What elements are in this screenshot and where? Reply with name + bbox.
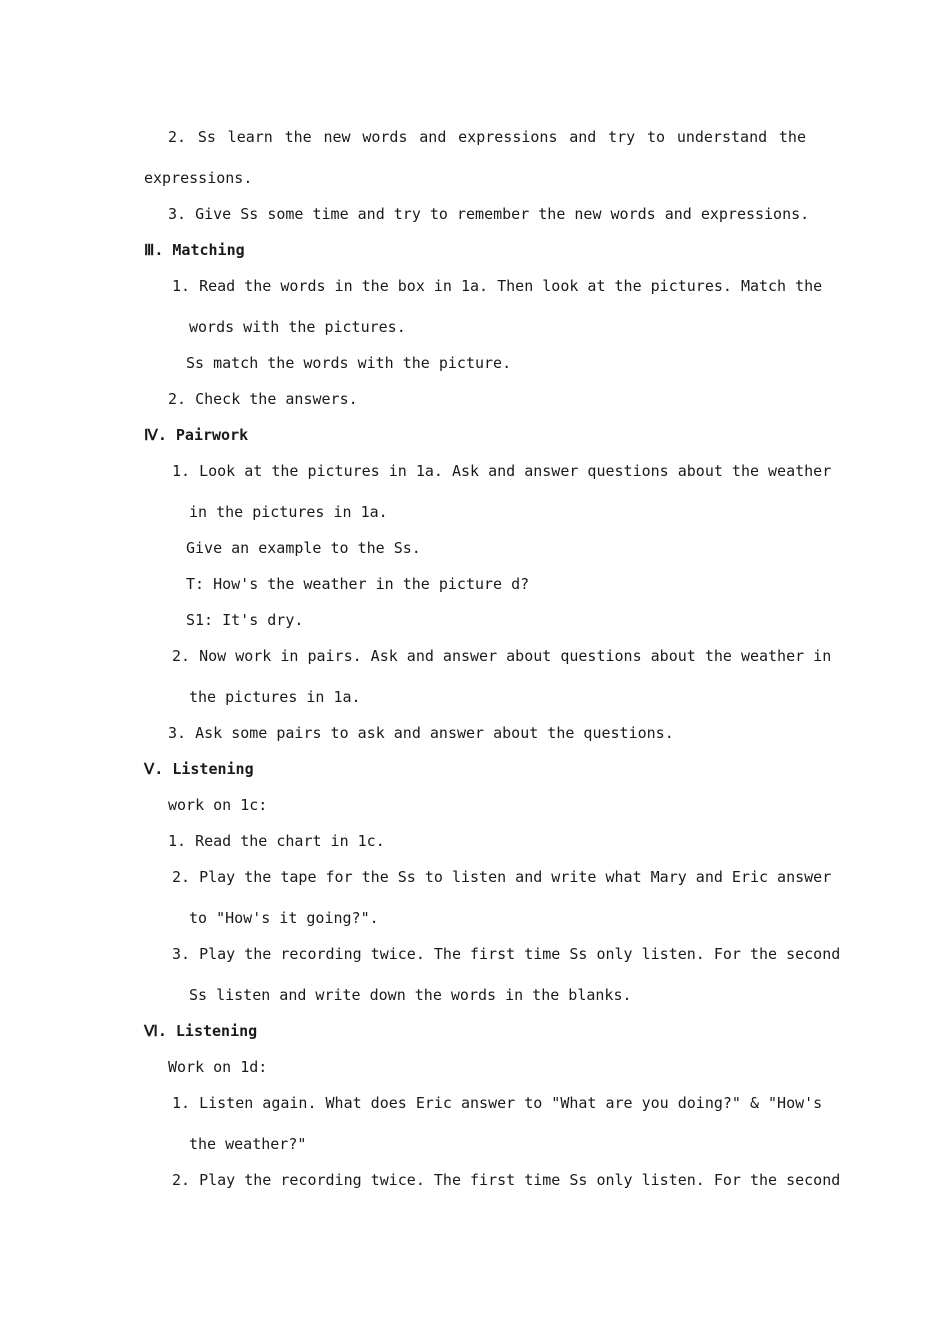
list-item: 2. Play the recording twice. The first time Ss only listen. For the second <box>172 1171 841 1189</box>
list-item-continuation: expressions. <box>144 169 253 187</box>
section-intro: Work on 1d: <box>168 1058 268 1076</box>
section-heading: Ⅴ. Listening <box>144 760 254 778</box>
list-item: 3. Give Ss some time and try to remember the new words and expressions. <box>168 205 810 223</box>
list-item-continuation: to "How's it going?". <box>189 909 379 927</box>
list-item-continuation: Ss listen and write down the words in the blanks. <box>189 986 632 1004</box>
dialog-line: S1: It's dry. <box>186 611 304 629</box>
example-intro: Give an example to the Ss. <box>186 539 421 557</box>
list-item: 2. Ss learn the new words and expressions and try to understand the <box>168 128 806 146</box>
section-intro: work on 1c: <box>168 796 268 814</box>
section-heading: Ⅵ. Listening <box>144 1022 258 1040</box>
list-item-continuation: words with the pictures. <box>189 318 406 336</box>
list-item: 2. Now work in pairs. Ask and answer about questions about the weather in <box>172 647 832 665</box>
list-item-continuation: the weather?" <box>189 1135 307 1153</box>
list-item: 1. Look at the pictures in 1a. Ask and answer questions about the weather <box>172 462 832 480</box>
list-item: 1. Listen again. What does Eric answer to "What are you doing?" & "How's <box>172 1094 823 1112</box>
list-item-continuation: the pictures in 1a. <box>189 688 361 706</box>
list-item: 1. Read the chart in 1c. <box>168 832 385 850</box>
section-heading: Ⅲ. Matching <box>144 241 245 259</box>
section-heading: Ⅳ. Pairwork <box>144 426 249 444</box>
note-text: Ss match the words with the picture. <box>186 354 512 372</box>
dialog-line: T: How's the weather in the picture d? <box>186 575 530 593</box>
list-item: 3. Play the recording twice. The first time Ss only listen. For the second <box>172 945 841 963</box>
list-item: 3. Ask some pairs to ask and answer about the questions. <box>168 724 674 742</box>
list-item: 1. Read the words in the box in 1a. Then look at the pictures. Match the <box>172 277 823 295</box>
list-item-continuation: in the pictures in 1a. <box>189 503 388 521</box>
list-item: 2. Play the tape for the Ss to listen and write what Mary and Eric answer <box>172 868 832 886</box>
list-item: 2. Check the answers. <box>168 390 358 408</box>
